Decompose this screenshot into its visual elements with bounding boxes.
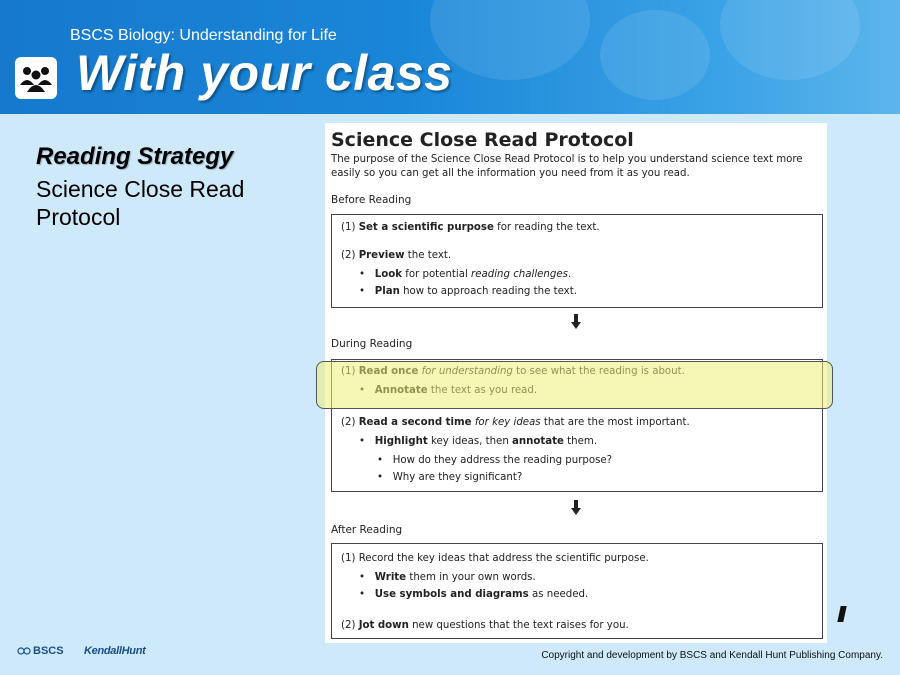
section-before-label: Before Reading: [331, 194, 412, 206]
bullet-italic: reading challenges: [471, 269, 568, 280]
header-decoration: [720, 0, 860, 80]
bullet-icon: •: [359, 436, 375, 447]
bullet-end: .: [567, 269, 572, 280]
course-title: BSCS Biology: Understanding for Life: [70, 27, 337, 44]
bullet-keyword: Use symbols and diagrams: [374, 589, 529, 600]
bullet-keyword: Look: [374, 269, 402, 280]
bullet-text: them in your own words.: [406, 572, 536, 583]
bscs-logo: [17, 645, 64, 657]
bscs-mark-icon: [17, 645, 31, 657]
step-text: the text.: [404, 250, 452, 261]
bullet-end: them.: [563, 436, 598, 447]
step-number: (1): [341, 222, 356, 233]
strategy-heading: Reading Strategy: [36, 143, 234, 170]
sub-bullet-text: How do they address the reading purpose?: [392, 455, 613, 466]
during-sub-bullet-2: [377, 472, 522, 483]
header-banner: [0, 0, 900, 114]
bullet-keyword: Write: [374, 572, 407, 583]
before-bullet-2: [359, 286, 577, 297]
after-step-1: [341, 553, 649, 564]
after-step-2: [341, 620, 629, 631]
bullet-icon: •: [359, 572, 375, 583]
step-number: (2): [341, 250, 356, 261]
bullet-icon: •: [377, 455, 393, 466]
bullet-text: how to approach reading the text.: [399, 286, 577, 297]
bullet-keyword: Highlight: [374, 436, 428, 447]
step-keyword: Read a second time: [358, 417, 472, 428]
sub-bullet-text: Why are they significant?: [392, 472, 523, 483]
bullet-icon: •: [359, 286, 375, 297]
step-italic: for key ideas: [471, 417, 541, 428]
during-step-2: [341, 417, 690, 428]
header-decoration: [430, 0, 590, 80]
text-cursor-icon: [837, 606, 846, 622]
strategy-name: Science Close Read Protocol: [36, 176, 245, 230]
before-step-1: [341, 222, 600, 233]
step-text: Record the key ideas that address the scientific purpose.: [358, 553, 649, 564]
step-number: (1): [341, 553, 356, 564]
highlight-callout: [316, 361, 833, 409]
after-bullet-1: [359, 572, 536, 583]
bullet-icon: •: [359, 589, 375, 600]
protocol-title: Science Close Read Protocol: [331, 129, 634, 151]
bullet-text: key ideas, then: [427, 436, 513, 447]
after-bullet-2: [359, 589, 588, 600]
before-bullet-1: [359, 269, 571, 280]
header-decoration: [600, 10, 710, 100]
during-bullet-2: [359, 436, 597, 447]
down-arrow-icon: [571, 314, 581, 330]
step-keyword: Preview: [358, 250, 405, 261]
group-icon: [15, 57, 57, 99]
bullet-icon: •: [359, 269, 375, 280]
step-text: new questions that the text raises for you.: [408, 620, 629, 631]
page-title: With your class: [76, 45, 453, 101]
bullet-keyword: annotate: [512, 436, 564, 447]
kendall-hunt-logo: KendallHunt: [84, 645, 146, 657]
before-step-2: [341, 250, 451, 261]
bullet-text: as needed.: [528, 589, 589, 600]
during-sub-bullet-1: [377, 455, 612, 466]
section-after-label: After Reading: [331, 524, 403, 536]
bullet-keyword: Plan: [374, 286, 400, 297]
bullet-icon: •: [377, 472, 393, 483]
section-during-label: During Reading: [331, 338, 413, 350]
step-text: for reading the text.: [493, 222, 600, 233]
copyright-text: Copyright and development by BSCS and Kendall Hunt Publishing Company.: [541, 650, 883, 661]
step-keyword: Set a scientific purpose: [358, 222, 494, 233]
step-number: (2): [341, 417, 356, 428]
step-keyword: Jot down: [358, 620, 409, 631]
protocol-purpose: The purpose of the Science Close Read Protocol is to help you understand science text more easily so you can get all the information you need from it as you read.: [331, 154, 803, 179]
bullet-text: for potential: [402, 269, 472, 280]
step-number: (2): [341, 620, 356, 631]
down-arrow-icon: [571, 500, 581, 516]
step-text: that are the most important.: [540, 417, 690, 428]
bscs-logo-text: BSCS: [33, 645, 64, 657]
